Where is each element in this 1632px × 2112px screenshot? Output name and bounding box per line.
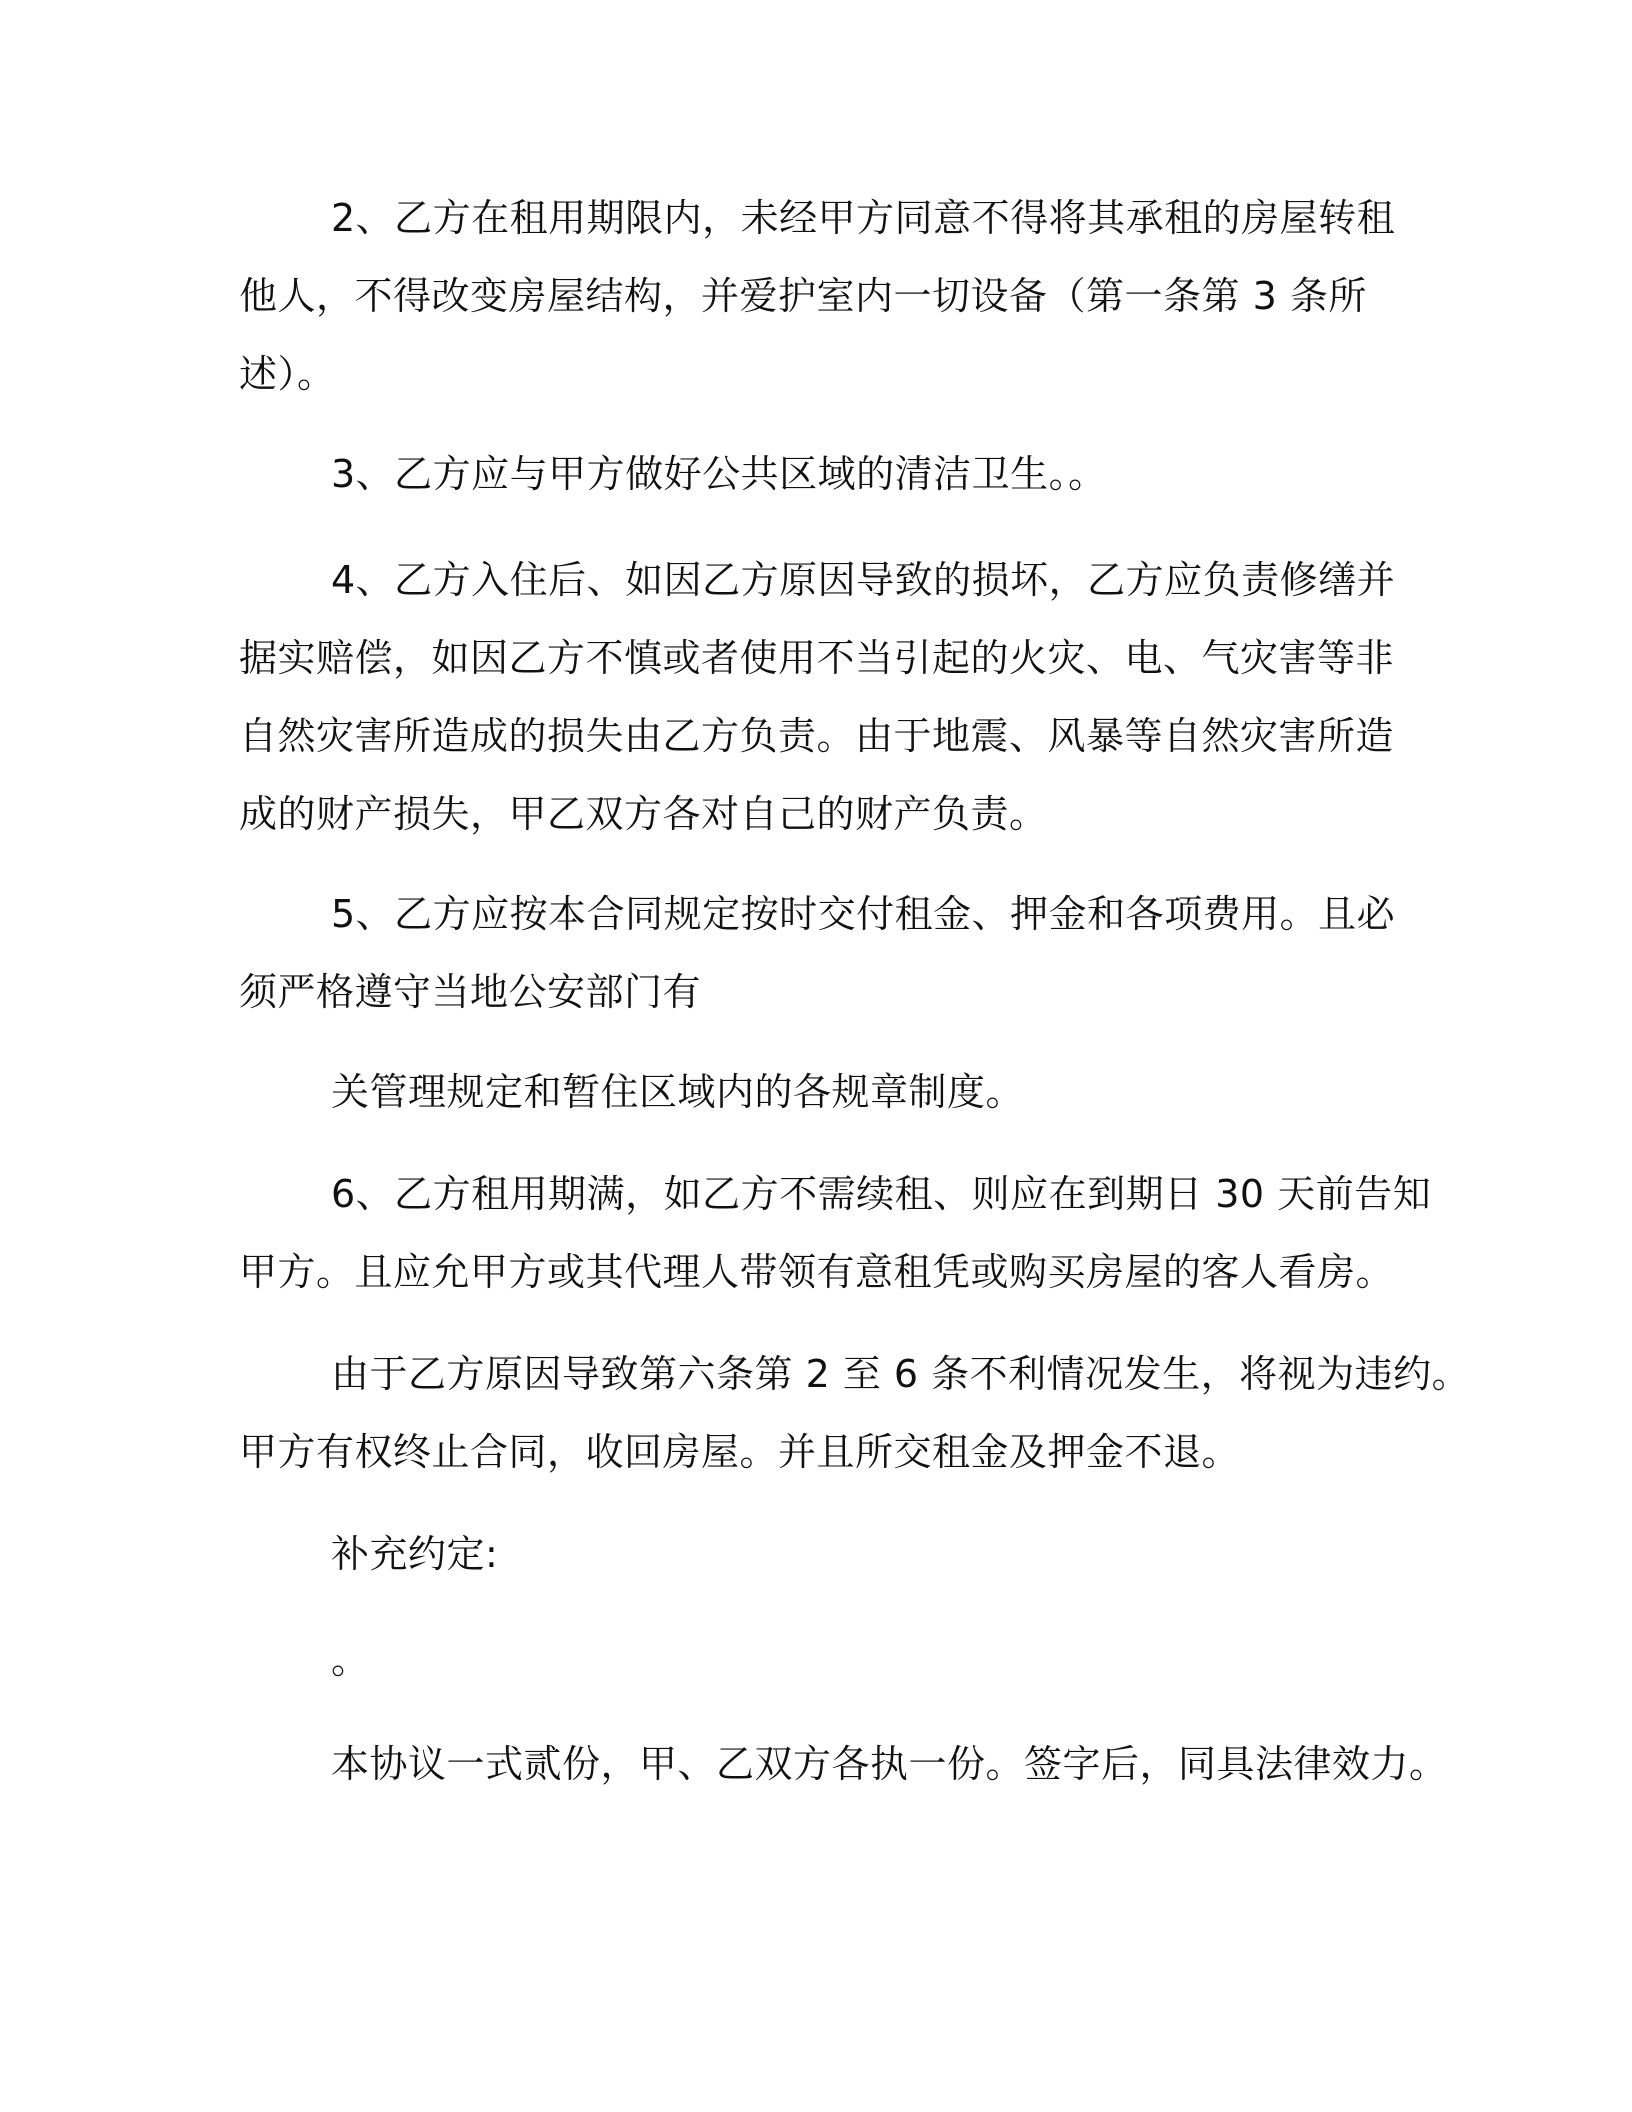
clause-4-line-3: 自然灾害所造成的损失由乙方负责。由于地震、风暴等自然灾害所造 — [239, 714, 1395, 758]
breach-line-2: 甲方有权终止合同，收回房屋。并且所交租金及押金不退。 — [239, 1430, 1241, 1474]
clause-2-line-2: 他人，不得改变房屋结构，并爱护室内一切设备（第一条第 3 条所 — [239, 274, 1367, 318]
clause-2-line-3: 述）。 — [239, 352, 336, 396]
clause-5-line-1: 5、乙方应按本合同规定按时交付租金、押金和各项费用。且必 — [331, 892, 1396, 936]
clause-6-line-2: 甲方。且应允甲方或其代理人带领有意租凭或购买房屋的客人看房。 — [239, 1250, 1395, 1294]
clause-4-line-2: 据实赔偿，如因乙方不慎或者使用不当引起的火灾、电、气灾害等非 — [239, 636, 1395, 680]
clause-4-line-1: 4、乙方入住后、如因乙方原因导致的损坏，乙方应负责修缮并 — [331, 558, 1396, 602]
clause-4-line-4: 成的财产损失，甲乙双方各对自己的财产负责。 — [239, 792, 1048, 836]
supplement-label: 补充约定: — [331, 1532, 499, 1576]
supplement-content: 。 — [331, 1638, 370, 1682]
breach-line-1: 由于乙方原因导致第六条第 2 至 6 条不利情况发生，将视为违约。 — [331, 1352, 1471, 1396]
clause-3-line-1: 3、乙方应与甲方做好公共区域的清洁卫生。。 — [331, 452, 1107, 496]
clause-5-line-2: 须严格遵守当地公安部门有 — [239, 970, 702, 1014]
closing-line-1: 本协议一式贰份，甲、乙双方各执一份。签字后，同具法律效力。 — [331, 1742, 1448, 1786]
clause-5-line-3: 关管理规定和暂住区域内的各规章制度。 — [331, 1070, 1025, 1114]
clause-2-line-1: 2、乙方在租用期限内，未经甲方同意不得将其承租的房屋转租 — [331, 196, 1396, 240]
clause-6-line-1: 6、乙方租用期满，如乙方不需续租、则应在到期日 30 天前告知 — [331, 1172, 1432, 1216]
